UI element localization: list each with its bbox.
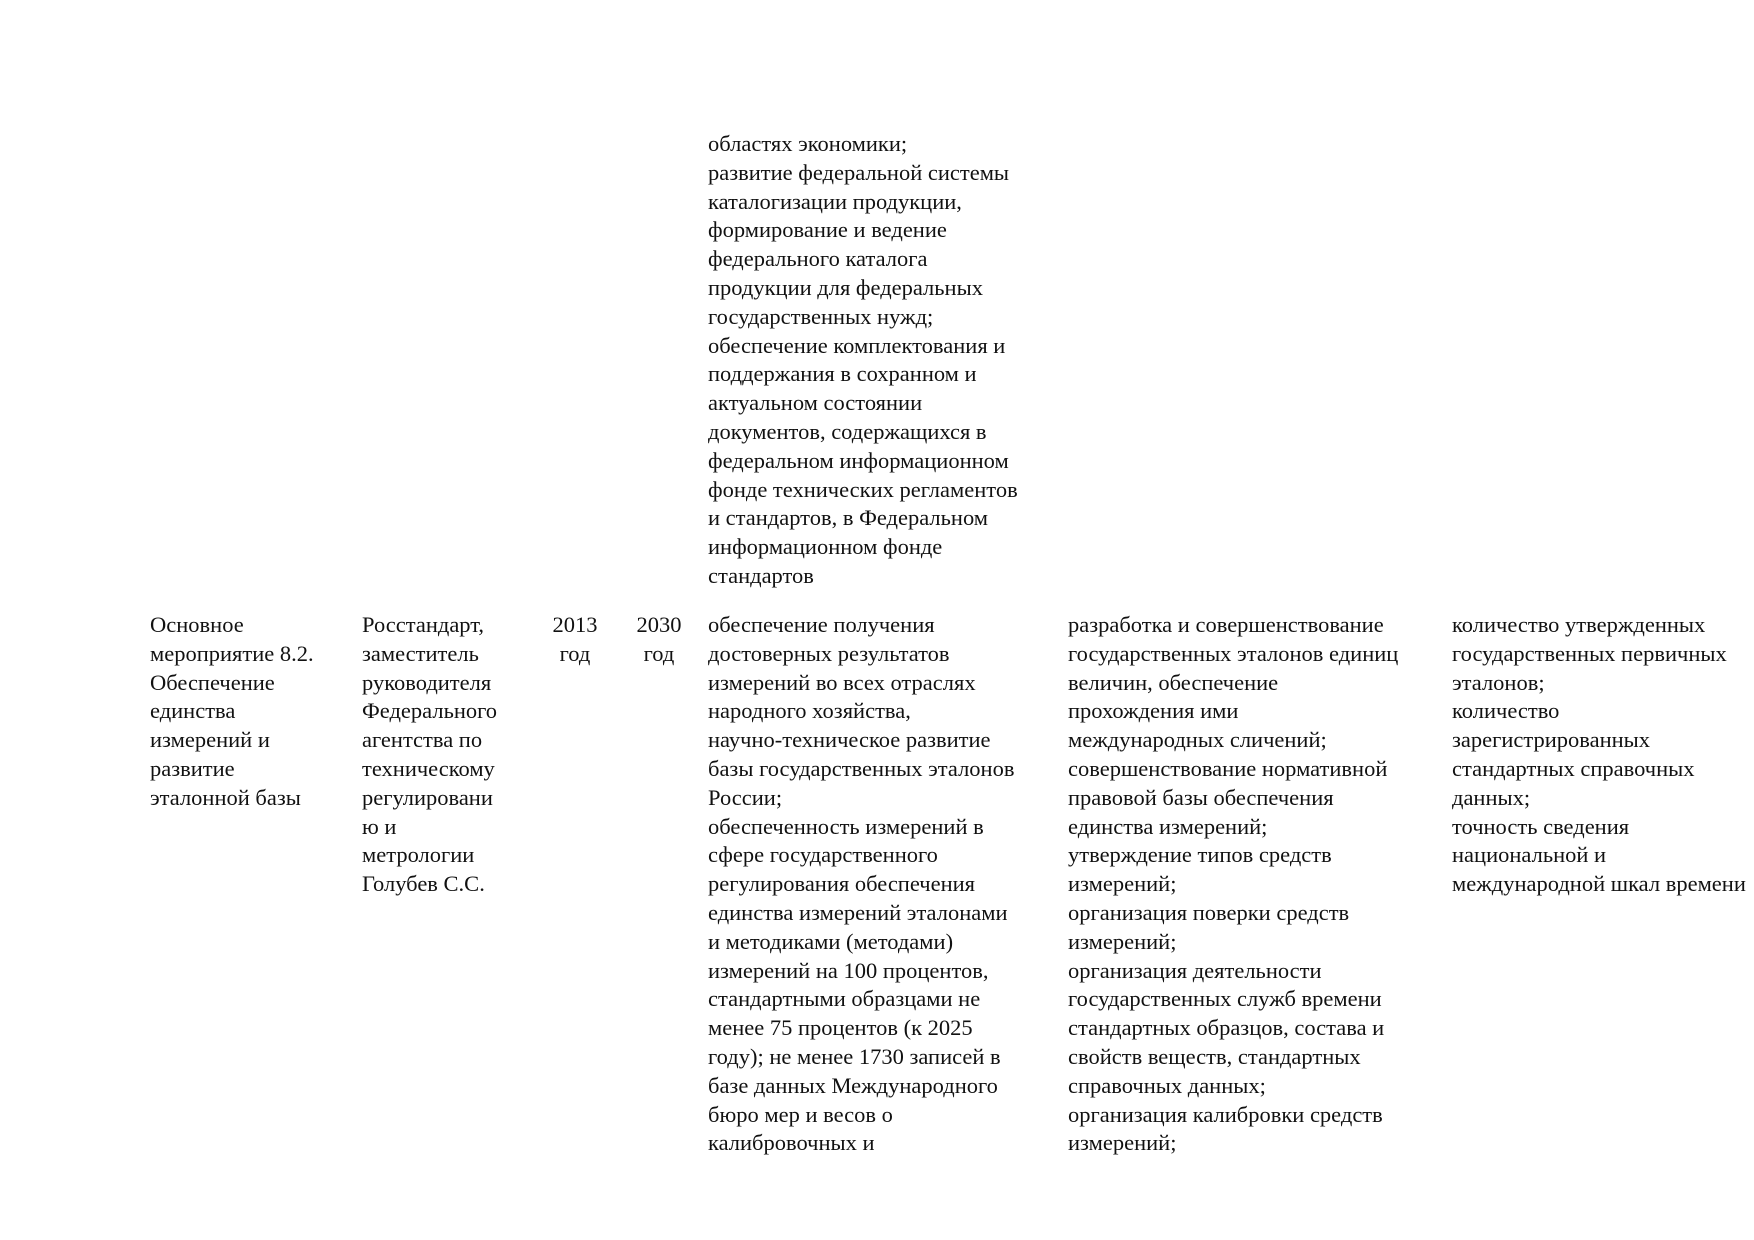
text-line: единства — [150, 698, 236, 724]
text-line: государственных служб времени — [1068, 986, 1382, 1012]
text-line: техническому — [362, 755, 495, 781]
text-line: областях экономики; — [708, 131, 908, 156]
text-line: государственных первичных — [1452, 640, 1727, 666]
text-line: год — [643, 640, 675, 666]
text-line: стандартных справочных — [1452, 755, 1695, 781]
continued-description-cell — [708, 130, 1018, 591]
text-line: федерального каталога — [708, 246, 928, 272]
expected-result-cell — [708, 611, 1014, 1158]
text-line: национальной и — [1452, 842, 1607, 868]
text-line: развитие федеральной системы — [708, 159, 1010, 185]
text-line: мероприятие 8.2. — [150, 640, 314, 666]
text-line: развитие — [150, 755, 235, 781]
text-line: Обеспечение — [150, 669, 275, 695]
text-line: и методиками (методами) — [708, 928, 954, 954]
text-line: единства измерений эталонами — [708, 899, 1008, 925]
text-line: эталонов; — [1452, 669, 1545, 695]
text-line: заместитель — [362, 640, 479, 666]
text-line: обеспечение комплектования и — [708, 332, 1006, 358]
text-line: организация калибровки средств — [1068, 1101, 1383, 1127]
text-line: документов, содержащихся в — [708, 418, 987, 444]
text-line: регулировани — [362, 784, 493, 810]
text-line: научно-техническое развитие — [708, 727, 991, 753]
text-line: базе данных Международного — [708, 1072, 998, 1098]
start-year-cell — [545, 611, 605, 669]
text-line: году); не менее 1730 записей в — [708, 1043, 1001, 1069]
text-line: продукции для федеральных — [708, 274, 983, 300]
text-line: международных сличений; — [1068, 727, 1327, 753]
text-line: достоверных результатов — [708, 640, 950, 666]
text-line: точность сведения — [1452, 813, 1630, 839]
text-line: федеральном информационном — [708, 447, 1009, 473]
text-line: каталогизации продукции, — [708, 188, 962, 214]
text-line: организация поверки средств — [1068, 899, 1350, 925]
text-line: государственных нужд; — [708, 303, 934, 329]
text-line: правовой базы обеспечения — [1068, 784, 1334, 810]
text-line: и стандартов, в Федеральном — [708, 505, 989, 531]
text-line: фонде технических регламентов — [708, 476, 1018, 502]
text-line: количество — [1452, 698, 1560, 724]
end-year-cell — [628, 611, 690, 669]
text-line: измерений; — [1068, 928, 1177, 954]
text-line: метрологии — [362, 842, 475, 868]
text-line: государственных эталонов единиц — [1068, 640, 1399, 666]
text-line: бюро мер и весов о — [708, 1101, 893, 1127]
text-line: стандартными образцами не — [708, 986, 981, 1012]
text-line: народного хозяйства, — [708, 698, 911, 724]
text-line: Росстандарт, — [362, 612, 485, 637]
text-line: измерений во всех отраслях — [708, 669, 976, 695]
text-line: количество утвержденных — [1452, 612, 1706, 637]
text-line: Основное — [150, 612, 244, 637]
text-line: актуальном состоянии — [708, 390, 923, 416]
text-line: базы государственных эталонов — [708, 755, 1015, 781]
text-line: справочных данных; — [1068, 1072, 1266, 1098]
text-line: менее 75 процентов (к 2025 — [708, 1015, 973, 1041]
text-line: ю и — [362, 813, 397, 839]
text-line: регулирования обеспечения — [708, 871, 976, 897]
text-line: год — [559, 640, 591, 666]
text-line: стандартных образцов, состава и — [1068, 1015, 1385, 1041]
text-line: прохождения ими — [1068, 698, 1239, 724]
text-line: калибровочных и — [708, 1130, 875, 1156]
text-line: Голубев С.С. — [362, 871, 485, 897]
text-line: информационном фонде — [708, 534, 943, 560]
text-line: совершенствование нормативной — [1068, 755, 1388, 781]
text-line: поддержания в сохранном и — [708, 361, 977, 387]
text-line: величин, обеспечение — [1068, 669, 1279, 695]
text-line: разработка и совершенствование — [1068, 612, 1384, 637]
main-activities-cell — [1068, 611, 1398, 1158]
text-line: 2013 — [552, 612, 598, 637]
text-line: зарегистрированных — [1452, 727, 1651, 753]
text-line: измерений; — [1068, 871, 1177, 897]
text-line: России; — [708, 784, 783, 810]
text-line: измерений; — [1068, 1130, 1177, 1156]
text-line: эталонной базы — [150, 784, 301, 810]
text-line: 2030 — [636, 612, 682, 637]
text-line: формирование и ведение — [708, 217, 947, 243]
text-line: данных; — [1452, 784, 1531, 810]
text-line: единства измерений; — [1068, 813, 1268, 839]
text-line: обеспечение получения — [708, 612, 935, 637]
text-line: стандартов — [708, 562, 814, 588]
text-line: Федерального — [362, 698, 498, 724]
text-line: руководителя — [362, 669, 492, 695]
responsible-cell — [362, 611, 497, 899]
indicators-cell — [1452, 611, 1746, 899]
text-line: свойств веществ, стандартных — [1068, 1043, 1361, 1069]
text-line: международной шкал времени — [1452, 871, 1746, 897]
text-line: утверждение типов средств — [1068, 842, 1332, 868]
text-line: измерений на 100 процентов, — [708, 957, 989, 983]
text-line: измерений и — [150, 727, 270, 753]
text-line: сфере государственного — [708, 842, 938, 868]
text-line: обеспеченность измерений в — [708, 813, 984, 839]
text-line: агентства по — [362, 727, 483, 753]
text-line: организация деятельности — [1068, 957, 1322, 983]
activity-name-cell — [150, 611, 314, 813]
